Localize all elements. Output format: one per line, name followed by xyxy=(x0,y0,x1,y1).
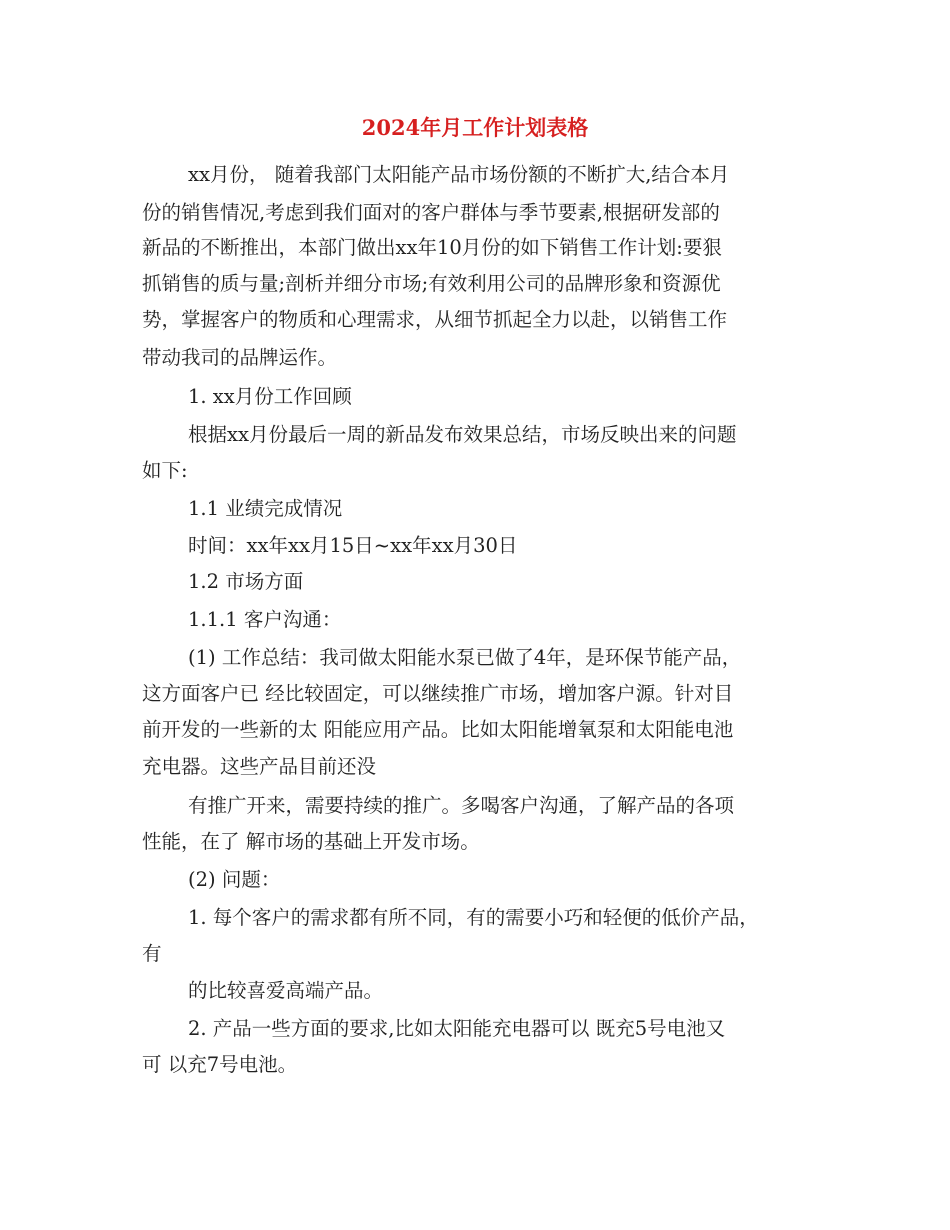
section-heading: 1. xx月份工作回顾 xyxy=(188,385,352,408)
list-item: 可 以充7号电池。 xyxy=(142,1053,298,1076)
paragraph-line: 抓销售的质与量;剖析并细分市场;有效利用公司的品牌形象和资源优 xyxy=(142,272,721,295)
paragraph-line: xx月份， 随着我部门太阳能产品市场份额的不断扩大,结合本月 xyxy=(188,163,730,186)
paragraph-line: 充电器。这些产品目前还没 xyxy=(142,755,377,778)
section-heading: 1.1.1 客户沟通： xyxy=(188,608,342,631)
list-item: 1. 每个客户的需求都有所不同，有的需要小巧和轻便的低价产品， xyxy=(188,906,759,929)
section-heading: 1.1 业绩完成情况 xyxy=(188,497,343,520)
list-item: 的比较喜爱高端产品。 xyxy=(188,979,384,1002)
paragraph-line: 份的销售情况,考虑到我们面对的客户群体与季节要素,根据研发部的 xyxy=(142,201,720,224)
paragraph-line: 前开发的一些新的太 阳能应用产品。比如太阳能增氧泵和太阳能电池 xyxy=(142,718,734,741)
paragraph-line: 如下: xyxy=(142,459,188,482)
paragraph-line: 势，掌握客户的物质和心理需求，从细节抓起全力以赴，以销售工作 xyxy=(142,308,728,331)
list-item: 2. 产品一些方面的要求,比如太阳能充电器可以 既充5号电池又 xyxy=(188,1017,726,1040)
paragraph-line: 带动我司的品牌运作。 xyxy=(142,346,338,369)
document-title: 2024年月工作计划表格 xyxy=(361,115,589,140)
section-heading: 1.2 市场方面 xyxy=(188,570,304,593)
paragraph-line: 新品的不断推出，本部门做出xx年10月份的如下销售工作计划:要狠 xyxy=(142,236,722,259)
paragraph-line: 有推广开来，需要持续的推广。多喝客户沟通，了解产品的各项 xyxy=(188,794,735,817)
paragraph-line: 根据xx月份最后一周的新品发布效果总结，市场反映出来的问题 xyxy=(188,423,737,446)
paragraph-line: 性能，在了 解市场的基础上开发市场。 xyxy=(142,830,480,853)
paragraph-line: 这方面客户已 经比较固定，可以继续推广市场，增加客户源。针对目 xyxy=(142,682,734,705)
paragraph-line: 时间：xx年xx月15日~xx年xx月30日 xyxy=(188,534,518,557)
section-heading: (2) 问题： xyxy=(188,868,281,891)
paragraph-line: (1) 工作总结：我司做太阳能水泵已做了4年，是环保节能产品， xyxy=(188,646,742,669)
list-item: 有 xyxy=(142,942,162,965)
